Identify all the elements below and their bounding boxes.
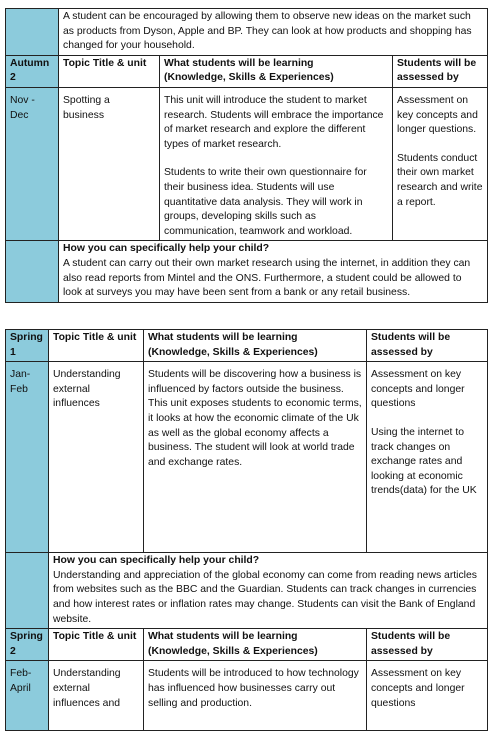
intro-term-cell — [6, 9, 59, 56]
learning-paragraph: This unit will introduce the student to market research. Students will embrace the importance of market research and explore the different types of market research. — [164, 94, 384, 150]
unit-row — [6, 87, 488, 240]
learning-cell — [144, 661, 367, 731]
topic-cell: Spotting a business — [59, 87, 160, 240]
months-cell: Jan- Feb — [6, 362, 49, 553]
header-row — [6, 629, 488, 661]
help-row — [6, 241, 488, 302]
learning-paragraph: Students to write their own questionnaire for their business idea. Students will use quantitative data analysis. They will work in groups, developing skills such as communication, teamwork and workload. — [164, 167, 367, 237]
assessed-header: Students will be assessed by — [367, 629, 488, 661]
topic-header: Topic Title & unit — [59, 55, 160, 87]
learning-header: What students will be learning (Knowledge, Skills & Experiences) — [144, 629, 367, 661]
assessed-paragraph: Assessment on key concepts and longer questions. — [397, 94, 478, 136]
help-term-cell — [6, 553, 49, 629]
learning-paragraph: Students will be discovering how a business is influenced by factors outside the business. This unit exposes students to economic terms, it looks at how the economic climate of the Uk as well as the global economy affects a business. The student will look at world trade and exchange rates. — [148, 369, 362, 468]
help-text: A student can carry out their own market research using the internet, in addition they can also read reports from Mintel and the ONS. Furthermore, a student could be allowed to look at surveys you may have been sent from a bank or any retail business. — [63, 257, 471, 299]
help-cell — [59, 241, 488, 302]
months-cell: Nov - Dec — [6, 87, 59, 240]
topic-header: Topic Title & unit — [49, 330, 144, 362]
intro-row — [6, 9, 488, 56]
help-term-cell — [6, 241, 59, 302]
term-label: Spring 2 — [6, 629, 49, 661]
learning-cell — [160, 87, 393, 240]
help-heading: How you can specifically help your child? — [53, 555, 260, 567]
assessed-paragraph: Students conduct their own market research and write a report. — [397, 152, 483, 208]
help-row — [6, 553, 488, 629]
topic-cell: Understanding external influences — [49, 362, 144, 553]
learning-paragraph: Students will be introduced to how technology has influenced how businesses carry out selling and production. — [148, 668, 359, 709]
term-label: Autumn 2 — [6, 55, 59, 87]
topic-cell: Understanding external influences and — [49, 661, 144, 731]
assessed-cell — [367, 362, 488, 553]
intro-note: A student can be encouraged by allowing them to observe new ideas on the market such as products from Dyson, Apple and BP. They can look at how products and shopping has changed for your household. — [59, 9, 488, 56]
learning-cell — [144, 362, 367, 553]
learning-header: What students will be learning (Knowledge, Skills & Experiences) — [160, 55, 393, 87]
topic-header: Topic Title & unit — [49, 629, 144, 661]
learning-header: What students will be learning (Knowledge, Skills & Experiences) — [144, 330, 367, 362]
help-cell — [49, 553, 488, 629]
help-heading: How you can specifically help your child? — [63, 243, 270, 255]
months-cell: Feb- April — [6, 661, 49, 731]
autumn-2-table — [5, 8, 488, 303]
assessed-cell — [367, 661, 488, 731]
assessed-cell — [393, 87, 488, 240]
help-text: Understanding and appreciation of the global economy can come from reading news articles from websites such as the BBC and the Guardian. Students can track changes in currencies and how interest rates or inflation rates may change. Students can visit the Bank of England website. — [53, 569, 477, 625]
spring-table — [5, 329, 488, 731]
assessed-paragraph: Assessment on key concepts and longer questions — [371, 369, 465, 410]
assessed-header: Students will be assessed by — [367, 330, 488, 362]
unit-row — [6, 661, 488, 731]
header-row — [6, 55, 488, 87]
assessed-paragraph: Using the internet to track changes on exchange rates and looking at economic trends(data) for the UK — [371, 426, 477, 497]
assessed-paragraph: Assessment on key concepts and longer questions — [371, 668, 465, 709]
term-label: Spring 1 — [6, 330, 49, 362]
assessed-header: Students will be assessed by — [393, 55, 488, 87]
unit-row — [6, 362, 488, 553]
header-row — [6, 330, 488, 362]
